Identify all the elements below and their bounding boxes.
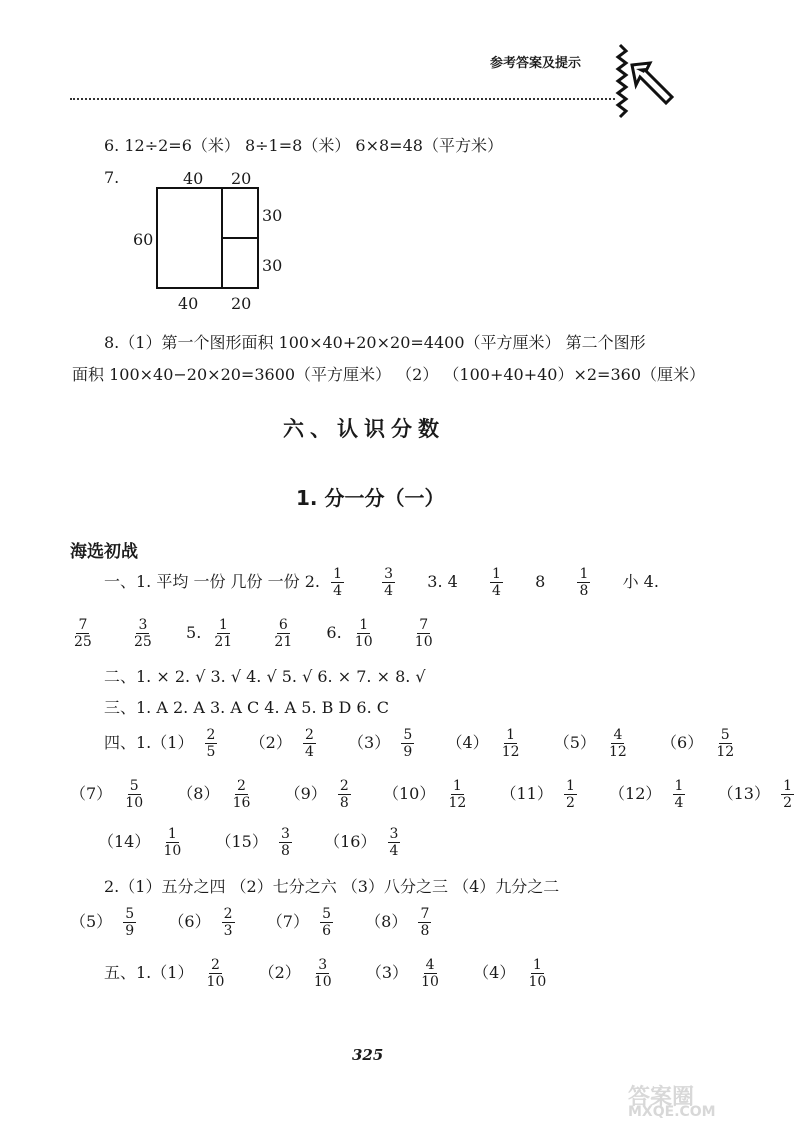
fraction: $\frac{7}{25}$ <box>74 617 92 650</box>
fraction: $\frac{3}{10}$ <box>313 957 332 990</box>
item-label: （3） <box>365 963 409 982</box>
item-label: （14） <box>98 832 151 851</box>
part1-row2-text-a: 5. <box>186 623 202 642</box>
fraction: $\frac{1}{10}$ <box>354 617 373 650</box>
answer-part1-row2 <box>66 617 441 650</box>
item-label: （11） <box>500 784 553 803</box>
answer-q8-line2: 面积 100×40−20×20=3600（平方厘米） （2） （100+40+40）×2=360（厘米） <box>72 365 706 384</box>
item-label: （8） <box>365 912 408 931</box>
part1-text-d: 小 4. <box>622 572 659 591</box>
fraction: $\frac{1}{4}$ <box>674 778 684 811</box>
fraction: $\frac{5}{6}$ <box>322 906 331 939</box>
item-label: （7） <box>70 784 113 803</box>
zigzag-arrow-icon <box>610 45 680 125</box>
item-label: （10） <box>382 784 436 803</box>
fraction: $\frac{2}{3}$ <box>223 906 233 939</box>
part1-text-c: 8 <box>535 572 546 591</box>
item-label: （4） <box>473 963 516 982</box>
diagram-label-right-30-upper: 30 <box>262 206 283 225</box>
fraction: $\frac{2}{4}$ <box>304 727 314 760</box>
answer-part4-row3 <box>98 826 406 859</box>
watermark-logo-text: 答案圈 <box>628 1085 695 1110</box>
watermark-url-text: MXQE.COM <box>628 1104 716 1120</box>
item-label: （5） <box>553 733 596 752</box>
fraction: $\frac{5}{9}$ <box>403 727 413 760</box>
fraction: $\frac{4}{12}$ <box>609 727 627 760</box>
item-label: 四、1.（1） <box>104 733 194 752</box>
fraction: $\frac{1}{8}$ <box>579 566 589 599</box>
fraction: $\frac{5}{10}$ <box>125 778 144 811</box>
fraction: $\frac{7}{8}$ <box>420 906 430 939</box>
item-label: （8） <box>177 784 220 803</box>
fraction: $\frac{3}{25}$ <box>134 617 152 650</box>
answer-part4-row2 <box>70 778 800 811</box>
diagram-label-bottom-40: 40 <box>178 294 199 313</box>
part1-text-a: 一、1. 平均 一份 几份 一份 2. <box>104 572 320 591</box>
lower-small-rectangle <box>222 238 258 288</box>
item-label: （4） <box>446 733 489 752</box>
item-label: 五、1.（1） <box>104 963 194 982</box>
subsection-title: 海选初战 <box>70 542 138 562</box>
running-header-title: 参考答案及提示 <box>490 56 582 71</box>
answer-part5-row1 <box>104 957 554 990</box>
item-label: （2） <box>258 963 301 982</box>
item-label: （5） <box>70 912 113 931</box>
fraction: $\frac{2}{16}$ <box>232 778 251 811</box>
answer-part4-q2: 2.（1）五分之四 （2）七分之六 （3）八分之三 （4）九分之二 <box>104 877 560 896</box>
chapter-title: 六、认识分数 <box>283 417 445 441</box>
fraction: $\frac{1}{2}$ <box>783 778 793 811</box>
item-label: （13） <box>717 784 770 803</box>
fraction: $\frac{1}{12}$ <box>501 727 520 760</box>
fraction: $\frac{5}{9}$ <box>125 906 135 939</box>
fraction: $\frac{5}{12}$ <box>716 727 735 760</box>
upper-small-rectangle <box>222 188 258 238</box>
fraction: $\frac{1}{10}$ <box>163 826 182 859</box>
answer-part4-q2-row2 <box>70 906 437 939</box>
item-label: （7） <box>266 912 309 931</box>
item-label: （3） <box>348 733 391 752</box>
fraction: $\frac{3}{4}$ <box>384 566 394 599</box>
diagram-label-top-40: 40 <box>183 169 204 188</box>
fraction: $\frac{1}{4}$ <box>333 566 342 599</box>
page-number: 325 <box>352 1046 384 1064</box>
item-label: （2） <box>249 733 292 752</box>
fraction: $\frac{1}{21}$ <box>214 617 233 650</box>
fraction: $\frac{2}{8}$ <box>339 778 349 811</box>
item-label: （15） <box>215 832 268 851</box>
diagram-label-top-20: 20 <box>231 169 252 188</box>
header-dotted-rule <box>70 98 615 100</box>
item-label: （6） <box>168 912 211 931</box>
fraction: $\frac{2}{10}$ <box>206 957 225 990</box>
diagram-label-left-60: 60 <box>133 230 154 249</box>
fraction: $\frac{7}{10}$ <box>414 617 433 650</box>
answer-part3: 三、1. A 2. A 3. A C 4. A 5. B D 6. C <box>104 698 390 717</box>
part1-row2-text-b: 6. <box>326 623 342 642</box>
item-label: （9） <box>284 784 327 803</box>
diagram-label-right-30-lower: 30 <box>262 256 283 275</box>
part1-text-b: 3. 4 <box>427 572 458 591</box>
fraction: $\frac{6}{21}$ <box>274 617 293 650</box>
fraction: $\frac{1}{12}$ <box>448 778 467 811</box>
fraction: $\frac{4}{10}$ <box>421 957 439 990</box>
fraction: $\frac{3}{4}$ <box>389 826 399 859</box>
fraction: $\frac{1}{2}$ <box>565 778 575 811</box>
answer-q8-line1: 8.（1）第一个图形面积 100×40+20×20=4400（平方厘米） 第二个图形 <box>104 333 646 352</box>
section-title: 1. 分一分（一） <box>296 486 445 510</box>
fraction: $\frac{1}{10}$ <box>528 957 547 990</box>
answer-q7-label: 7. <box>104 168 120 187</box>
fraction: $\frac{3}{8}$ <box>280 826 290 859</box>
answer-part1-row1 <box>104 566 659 599</box>
item-label: （12） <box>609 784 662 803</box>
answer-part4-row1 <box>104 727 742 760</box>
item-label: （6） <box>661 733 704 752</box>
answer-q6: 6. 12÷2=6（米） 8÷1=8（米） 6×8=48（平方米） <box>104 136 503 155</box>
answer-part2: 二、1. × 2. √ 3. √ 4. √ 5. √ 6. × 7. × 8. √ <box>104 667 426 686</box>
item-label: （16） <box>324 832 377 851</box>
diagram-label-bottom-20: 20 <box>231 294 252 313</box>
fraction: $\frac{1}{4}$ <box>492 566 501 599</box>
fraction: $\frac{2}{5}$ <box>206 727 216 760</box>
